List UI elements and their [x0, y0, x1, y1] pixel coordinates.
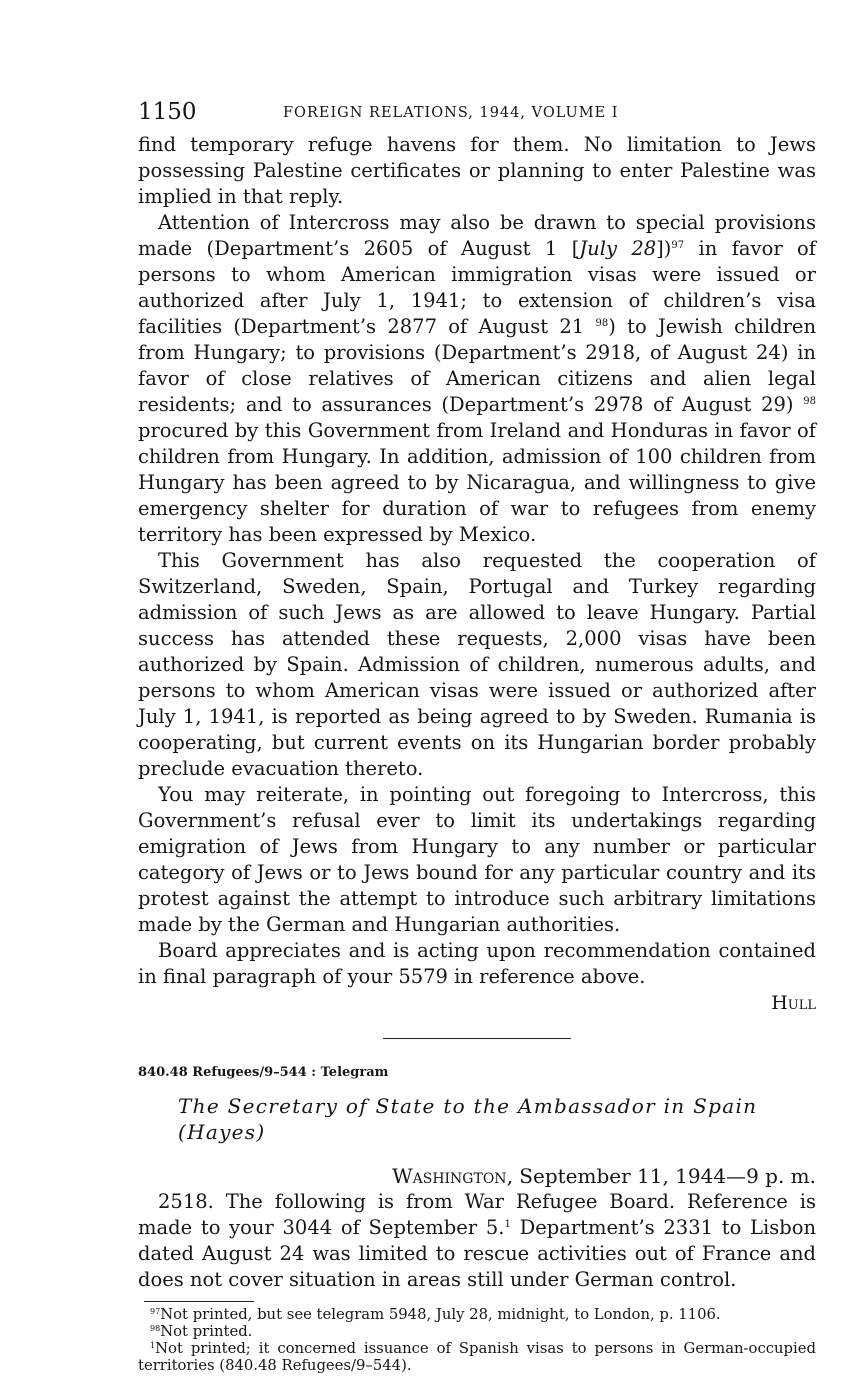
dateline-date: , September 11, 1944—9 p. m. — [506, 1164, 816, 1188]
footnote-text: Not printed. — [160, 1323, 253, 1340]
file-reference: 840.48 Refugees/9–544 : Telegram — [138, 1065, 389, 1080]
footnote-ref: 97 — [671, 240, 685, 251]
paragraph-telegram-body — [138, 1189, 816, 1293]
footnote-marker: 1 — [150, 1341, 156, 1350]
footnote-ref: 98 — [595, 318, 609, 329]
footnote — [138, 1323, 816, 1340]
footnote-ref: 98 — [803, 396, 816, 407]
italic-date: July 28 — [579, 237, 657, 260]
text-span: Attention of Intercross may also be drawn to special provisions made (Department’s 2605 of August 1 [ — [138, 211, 816, 260]
footnotes — [138, 1306, 816, 1374]
footnote-text: Not printed; it concerned issuance of Spanish visas to persons in German-occupied territories (840.48 Refugees/9–544). — [138, 1340, 816, 1374]
running-header — [138, 98, 816, 132]
footnote-text: Not printed, but see telegram 5948, July 28, midnight, to London, p. 1106. — [160, 1306, 721, 1323]
text-span: 2518. The following is from War Refugee Board. Reference is made to your 3044 of September 5. — [138, 1190, 816, 1239]
footnote-divider — [144, 1301, 254, 1302]
signature: Hull — [771, 992, 816, 1014]
footnote-marker: 98 — [150, 1324, 161, 1333]
paragraph-board: Board appreciates and is acting upon recommendation contained in final paragraph of your 5579 in reference above. — [138, 939, 816, 988]
page-number: 1150 — [138, 99, 197, 125]
section-divider — [383, 1038, 571, 1039]
text-span: ) to Jewish children from Hungary; to provisions (Department’s 2918, of August 24) in favor of close relatives of American citizens and alien legal residents; and to assurances (Department’s 2978 of August 29) — [138, 315, 816, 416]
text-span: in favor of persons to whom American immigration visas were issued or authorized after July 1, 1941; to extension of children’s visa facilities (Department’s 2877 of August 21 — [138, 237, 816, 338]
paragraph-reiterate: You may reiterate, in pointing out foregoing to Intercross, this Government’s refusal ever to limit its undertakings regarding emigration of Jews from Hungary to any number or particular category of Jews or to Jews bound for any particular country and its protest against the attempt to introduce such arbitrary limitations made by the German and Hungarian authorities. — [138, 783, 816, 936]
document-heading: The Secretary of State to the Ambassador in Spain (Hayes) — [178, 1094, 758, 1144]
footnote — [138, 1306, 816, 1323]
text-span: ]) — [656, 237, 672, 260]
footnote — [138, 1340, 816, 1374]
paragraph-intercross-provisions — [138, 210, 816, 548]
text-span: procured by this Government from Ireland and Honduras in favor of children from Hungary. In addition, admission of 100 children from Hungary has been agreed to by Nicaragua, and willingness to give emergency shelter for duration of war to refugees from enemy territory has been expressed by Mexico. — [138, 419, 816, 546]
running-title: FOREIGN RELATIONS, 1944, VOLUME I — [283, 105, 619, 121]
document-page — [138, 98, 816, 1374]
footnote-marker: 97 — [150, 1307, 161, 1316]
dateline-place: Washington — [392, 1164, 507, 1188]
footnote-ref: 1 — [504, 1219, 511, 1230]
text-span: Department’s 2331 to Lisbon dated August 24 was limited to rescue activities out of France and does not cover situation in areas still under German control. — [138, 1216, 817, 1291]
paragraph-cooperation: This Government has also requested the cooperation of Switzerland, Sweden, Spain, Portugal and Turkey regarding admission of such Jews as are allowed to leave Hungary. Partial success has attended these requests, 2,000 visas have been authorized by Spain. Admission of children, numerous adults, and persons to whom American visas were issued or authorized after July 1, 1941, is reported as being agreed to by Sweden. Rumania is cooperating, but current events on its Hungarian border probably preclude evacuation thereto. — [138, 549, 816, 780]
paragraph-continuation: find temporary refuge havens for them. No limitation to Jews possessing Palestine certificates or planning to enter Palestine was implied in that reply. — [138, 133, 816, 208]
dateline — [138, 1163, 816, 1189]
